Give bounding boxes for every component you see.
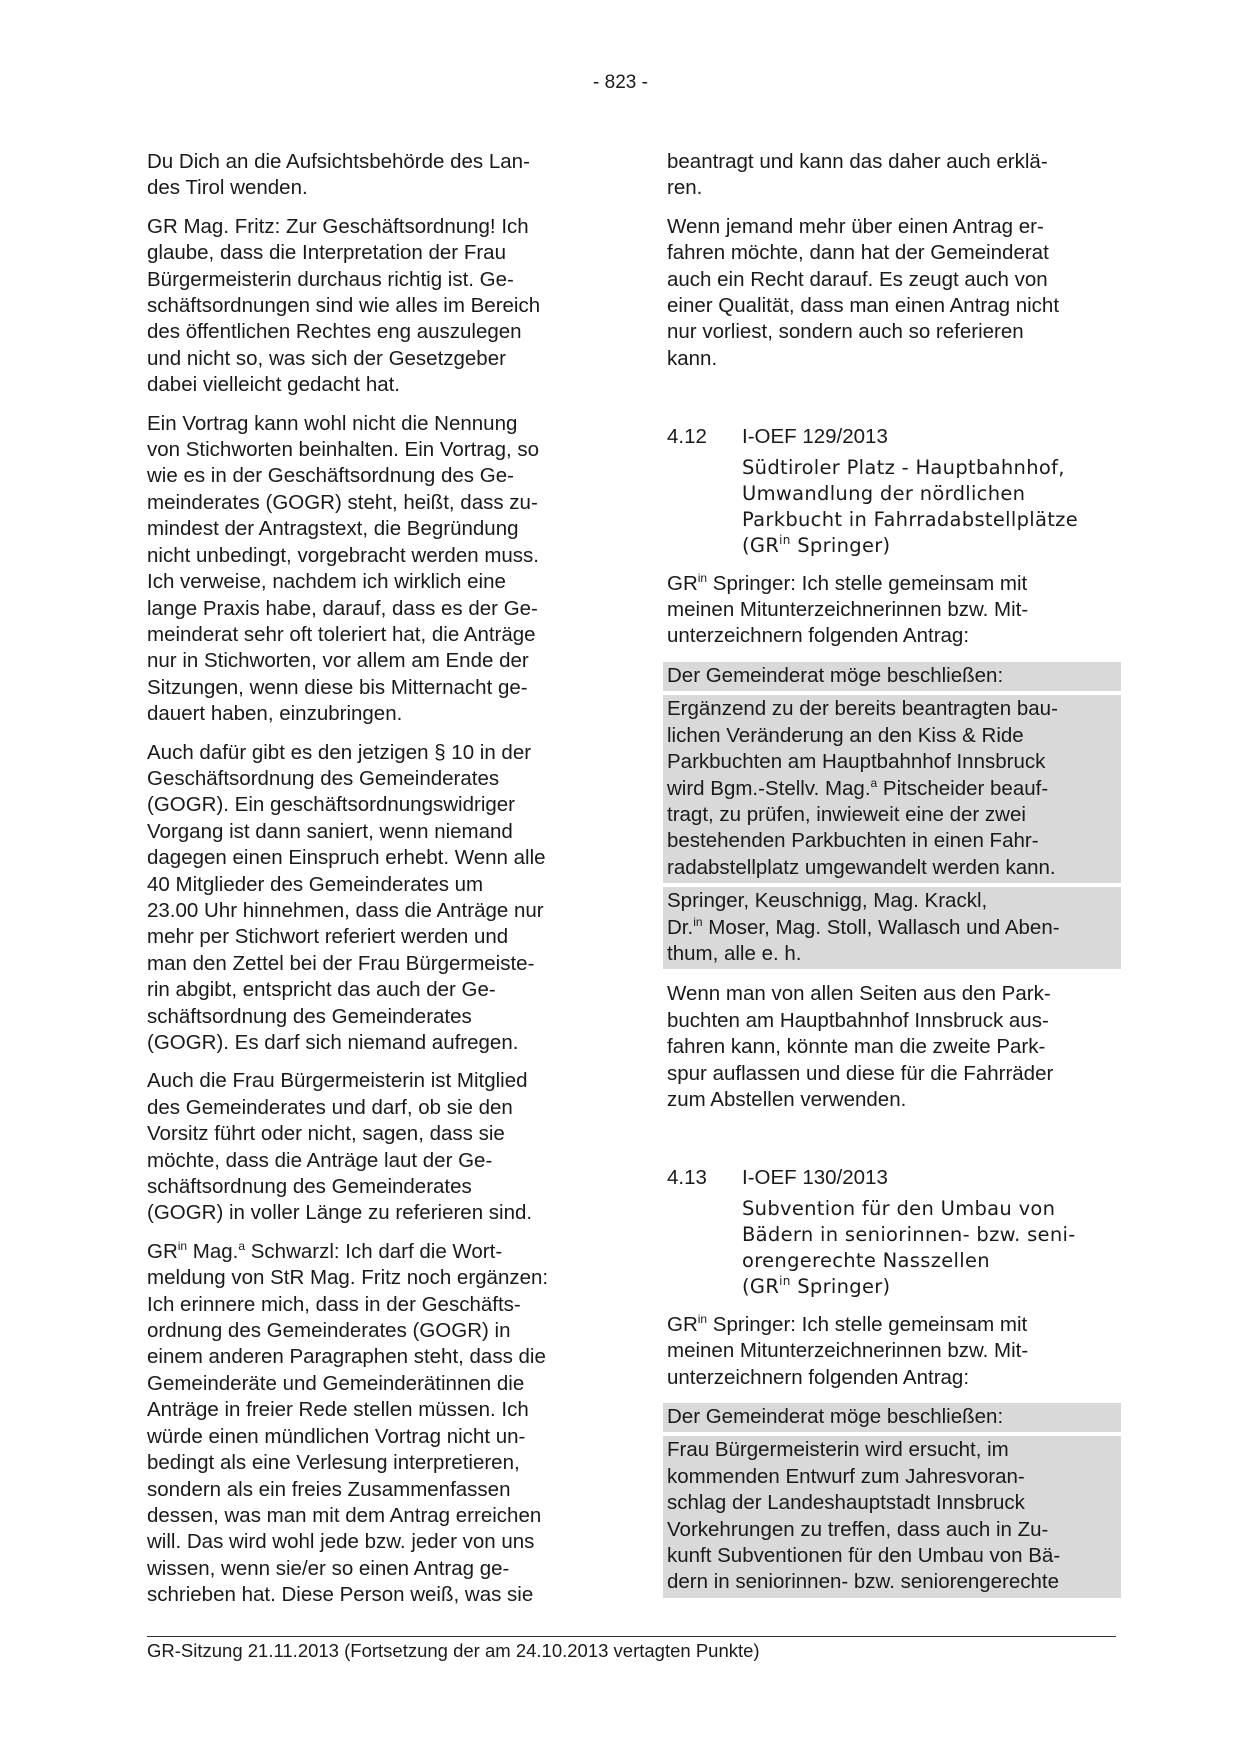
- item-title: [742, 1196, 1117, 1300]
- title-line: Umwandlung der nördlichen: [742, 481, 1026, 505]
- paragraph: [147, 740, 597, 1057]
- text-line: [147, 1239, 597, 1265]
- motion-text-box: [663, 1436, 1121, 1597]
- agenda-item-4-12: [667, 424, 1117, 1113]
- text-line: einem anderen Paragraphen steht, dass die: [147, 1345, 546, 1369]
- speaker-text: Springer: Ich stelle gemeinsam mit: [707, 1312, 1028, 1336]
- speaker-title: GR: [667, 571, 698, 595]
- text-line: dauert haben, einzubringen.: [147, 702, 403, 726]
- item-code: I-OEF 130/2013: [742, 1166, 888, 1190]
- text-line: des öffentlichen Rechtes eng auszulegen: [147, 320, 522, 344]
- text-line: nicht unbedingt, vorgebracht werden muss.: [147, 543, 540, 567]
- item-heading: [667, 1165, 1117, 1191]
- text-line: nur vorliest, sondern auch so referieren: [667, 320, 1024, 344]
- text-line: [667, 915, 1117, 941]
- text-line: meldung von StR Mag. Fritz noch ergänzen:: [147, 1266, 549, 1290]
- text-line: Parkbuchten am Hauptbahnhof Innsbruck: [667, 750, 1046, 774]
- text-line: Vorgang ist dann saniert, wenn niemand: [147, 819, 513, 843]
- text-line: kann.: [667, 346, 718, 370]
- text-line: meinderat sehr oft toleriert hat, die Anträge: [147, 622, 536, 646]
- paragraph: [667, 1312, 1117, 1391]
- text-line: dabei vielleicht gedacht hat.: [147, 373, 401, 397]
- superscript: a: [238, 1238, 246, 1253]
- text-line: Vorkehrungen zu treffen, dass auch in Zu-: [667, 1517, 1049, 1541]
- text-line: schäftsordnung des Gemeinderates: [147, 1175, 472, 1199]
- paragraph: [147, 1068, 597, 1226]
- speaker-degree: Mag.: [187, 1239, 239, 1263]
- item-number: 4.12: [667, 425, 707, 449]
- text-line: Geschäftsordnung des Gemeinderates: [147, 766, 500, 790]
- right-column: [667, 149, 1117, 1602]
- text-line: buchten am Hauptbahnhof Innsbruck aus-: [667, 1008, 1049, 1032]
- text-line: Ich verweise, nachdem ich wirklich eine: [147, 570, 506, 594]
- paragraph: [147, 149, 597, 202]
- text-line: sondern als ein freies Zusammenfassen: [147, 1477, 511, 1501]
- text-line: Vorsitz führt oder nicht, sagen, dass sie: [147, 1122, 505, 1146]
- superscript: in: [779, 532, 791, 547]
- text-line: kommenden Entwurf zum Jahresvoran-: [667, 1464, 1025, 1488]
- paragraph: [667, 214, 1117, 372]
- text-line: ren.: [667, 176, 703, 200]
- superscript: in: [697, 1311, 708, 1326]
- text-fragment: wird Bgm.-Stellv. Mag.: [667, 776, 871, 800]
- text-line: meinen Mitunterzeichnerinnen bzw. Mit-: [667, 1339, 1029, 1363]
- superscript: in: [693, 914, 703, 929]
- text-line: nur in Stichworten, vor allem am Ende der: [147, 649, 529, 673]
- title-line: [742, 533, 1117, 559]
- text-line: radabstellplatz umgewandelt werden kann.: [667, 855, 1056, 879]
- item-code: I-OEF 129/2013: [742, 425, 888, 449]
- text-line: des Tirol wenden.: [147, 176, 308, 200]
- text-line: (GOGR). Ein geschäftsordnungswidriger: [147, 793, 516, 817]
- item-number: 4.13: [667, 1166, 707, 1190]
- text-line: Sitzungen, wenn diese bis Mitternacht ge-: [147, 675, 528, 699]
- title-name: Springer): [790, 1274, 891, 1298]
- title-line: [742, 1274, 1117, 1300]
- text-line: lange Praxis habe, darauf, dass es der Ge-: [147, 596, 538, 620]
- text-line: dern in seniorinnen- bzw. seniorengerechte: [667, 1570, 1060, 1594]
- text-line: Auch die Frau Bürgermeisterin ist Mitglied: [147, 1069, 528, 1093]
- text-line: schäftsordnung des Gemeinderates: [147, 1004, 472, 1028]
- text-line: rin abgibt, entspricht das auch der Ge-: [147, 978, 496, 1002]
- superscript: a: [870, 775, 878, 790]
- text-line: auch ein Recht darauf. Es zeugt auch von: [667, 267, 1048, 291]
- title-line: orengerechte Nasszellen: [742, 1248, 990, 1272]
- motion-heading: Der Gemeinderat möge beschließen:: [667, 663, 1004, 687]
- text-line: [667, 571, 1117, 597]
- title-gr: (GR: [742, 533, 780, 557]
- text-line: Gemeinderäte und Gemeinderätinnen die: [147, 1371, 525, 1395]
- text-line: tragt, zu prüfen, inwieweit eine der zwei: [667, 802, 1026, 826]
- text-line: schäftsordnungen sind wie alles im Bereich: [147, 294, 541, 318]
- title-line: Bädern in seniorinnen- bzw. seni-: [742, 1222, 1076, 1246]
- paragraph: [147, 411, 597, 728]
- text-line: einer Qualität, dass man einen Antrag nicht: [667, 294, 1060, 318]
- motion-heading: Der Gemeinderat möge beschließen:: [667, 1405, 1004, 1428]
- text-line: mindest der Antragstext, die Begründung: [147, 517, 519, 541]
- text-line: Du Dich an die Aufsichtsbehörde des Lan-: [147, 150, 530, 173]
- text-line: Wenn jemand mehr über einen Antrag er-: [667, 214, 1044, 238]
- agenda-item-4-13: [667, 1165, 1117, 1597]
- text-line: fahren kann, könnte man die zweite Park-: [667, 1035, 1046, 1059]
- text-line: dessen, was man mit dem Antrag erreichen: [147, 1503, 542, 1527]
- text-line: Ergänzend zu der bereits beantragten bau-: [667, 697, 1058, 721]
- superscript: in: [177, 1238, 188, 1253]
- title-line: Subvention für den Umbau von: [742, 1196, 1056, 1220]
- paragraph: [667, 571, 1117, 650]
- text-line: bedingt als eine Verlesung interpretieren,: [147, 1451, 520, 1475]
- text-line: schrieben hat. Diese Person weiß, was sie: [147, 1583, 534, 1607]
- paragraph: [147, 214, 597, 399]
- motion-heading-box: [663, 1403, 1121, 1432]
- text-line: Bürgermeisterin durchaus richtig ist. Ge-: [147, 267, 514, 291]
- text-line: wissen, wenn sie/er so einen Antrag ge-: [147, 1556, 510, 1580]
- text-line: wie es in der Geschäftsordnung des Ge-: [147, 464, 514, 488]
- item-heading: [667, 424, 1117, 450]
- superscript: in: [779, 1273, 791, 1288]
- text-line: mehr per Stichwort referiert werden und: [147, 925, 509, 949]
- text-line: beantragt und kann das daher auch erklä-: [667, 150, 1048, 173]
- text-line: (GOGR) in voller Länge zu referieren sind.: [147, 1201, 533, 1225]
- text-line: kunft Subventionen für den Umbau von Bä-: [667, 1544, 1061, 1568]
- text-line: spur auflassen und diese für die Fahrräder: [667, 1061, 1054, 1085]
- text-line: Wenn man von allen Seiten aus den Park-: [667, 982, 1051, 1006]
- superscript: in: [697, 570, 708, 585]
- page-number: - 823 -: [593, 72, 648, 93]
- footer-divider: [147, 1636, 1116, 1637]
- text-line: thum, alle e. h.: [667, 941, 802, 965]
- text-line: meinen Mitunterzeichnerinnen bzw. Mit-: [667, 598, 1029, 622]
- text-line: 23.00 Uhr hinnehmen, dass die Anträge nur: [147, 898, 544, 922]
- title-gr: (GR: [742, 1274, 780, 1298]
- text-line: unterzeichnern folgenden Antrag:: [667, 624, 970, 648]
- text-line: Auch dafür gibt es den jetzigen § 10 in der: [147, 740, 532, 764]
- text-line: (GOGR). Es darf sich niemand aufregen.: [147, 1031, 519, 1054]
- signers: [667, 888, 1117, 967]
- text-line: [667, 776, 1117, 802]
- paragraph: [667, 981, 1117, 1113]
- text-fragment: Dr.: [667, 915, 694, 939]
- title-line: Südtiroler Platz - Hauptbahnhof,: [742, 455, 1065, 479]
- title-line: Parkbucht in Fahrradabstellplätze: [742, 507, 1079, 531]
- motion-text: [667, 1437, 1117, 1595]
- text-line: des Gemeinderates und darf, ob sie den: [147, 1095, 513, 1119]
- text-line: fahren möchte, dann hat der Gemeinderat: [667, 241, 1049, 265]
- text-line: will. Das wird wohl jede bzw. jeder von uns: [147, 1530, 535, 1554]
- text-line: man den Zettel bei der Frau Bürgermeiste-: [147, 951, 535, 975]
- text-line: [667, 1312, 1117, 1338]
- text-line: Ich erinnere mich, dass in der Geschäfts-: [147, 1292, 521, 1316]
- paragraph: [147, 1239, 597, 1609]
- text-line: möchte, dass die Anträge laut der Ge-: [147, 1148, 493, 1172]
- text-line: glaube, dass die Interpretation der Frau: [147, 241, 506, 265]
- motion-text: [667, 696, 1117, 881]
- text-line: zum Abstellen verwenden.: [667, 1087, 907, 1111]
- text-line: Ein Vortrag kann wohl nicht die Nennung: [147, 411, 518, 435]
- text-line: Anträge in freier Rede stellen müssen. Ich: [147, 1398, 529, 1422]
- item-title: [742, 455, 1117, 559]
- paragraph: [667, 149, 1117, 202]
- text-line: Springer, Keuschnigg, Mag. Krackl,: [667, 889, 988, 913]
- speaker-title: GR: [147, 1239, 178, 1263]
- text-line: und nicht so, was sich der Gesetzgeber: [147, 346, 506, 370]
- motion-text-box: [663, 695, 1121, 883]
- text-line: unterzeichnern folgenden Antrag:: [667, 1365, 970, 1389]
- text-fragment: Moser, Mag. Stoll, Wallasch und Aben-: [702, 915, 1060, 939]
- text-line: lichen Veränderung an den Kiss & Ride: [667, 723, 1024, 747]
- left-column: [147, 149, 597, 1621]
- speaker-text: Schwarzl: Ich darf die Wort-: [245, 1239, 503, 1263]
- text-line: von Stichworten beinhalten. Ein Vortrag, so: [147, 438, 540, 462]
- text-line: ordnung des Gemeinderates (GOGR) in: [147, 1319, 511, 1343]
- speaker-title: GR: [667, 1312, 698, 1336]
- text-line: meinderates (GOGR) steht, heißt, dass zu-: [147, 490, 538, 514]
- text-line: schlag der Landeshauptstadt Innsbruck: [667, 1491, 1025, 1515]
- text-line: Frau Bürgermeisterin wird ersucht, im: [667, 1438, 1009, 1462]
- text-line: 40 Mitglieder des Gemeinderates um: [147, 872, 484, 896]
- signers-box: [663, 887, 1121, 969]
- title-name: Springer): [790, 533, 891, 557]
- text-line: dagegen einen Einspruch erhebt. Wenn alle: [147, 846, 546, 870]
- text-fragment: Pitscheider beauf-: [877, 776, 1049, 800]
- speaker-text: Springer: Ich stelle gemeinsam mit: [707, 571, 1028, 595]
- motion-heading-box: [663, 662, 1121, 691]
- text-line: GR Mag. Fritz: Zur Geschäftsordnung! Ich: [147, 214, 529, 238]
- text-line: würde einen mündlichen Vortrag nicht un-: [147, 1424, 526, 1448]
- text-line: bestehenden Parkbuchten in einen Fahr-: [667, 829, 1039, 853]
- page-footer: GR-Sitzung 21.11.2013 (Fortsetzung der am 24.10.2013 vertagten Punkte): [147, 1640, 760, 1661]
